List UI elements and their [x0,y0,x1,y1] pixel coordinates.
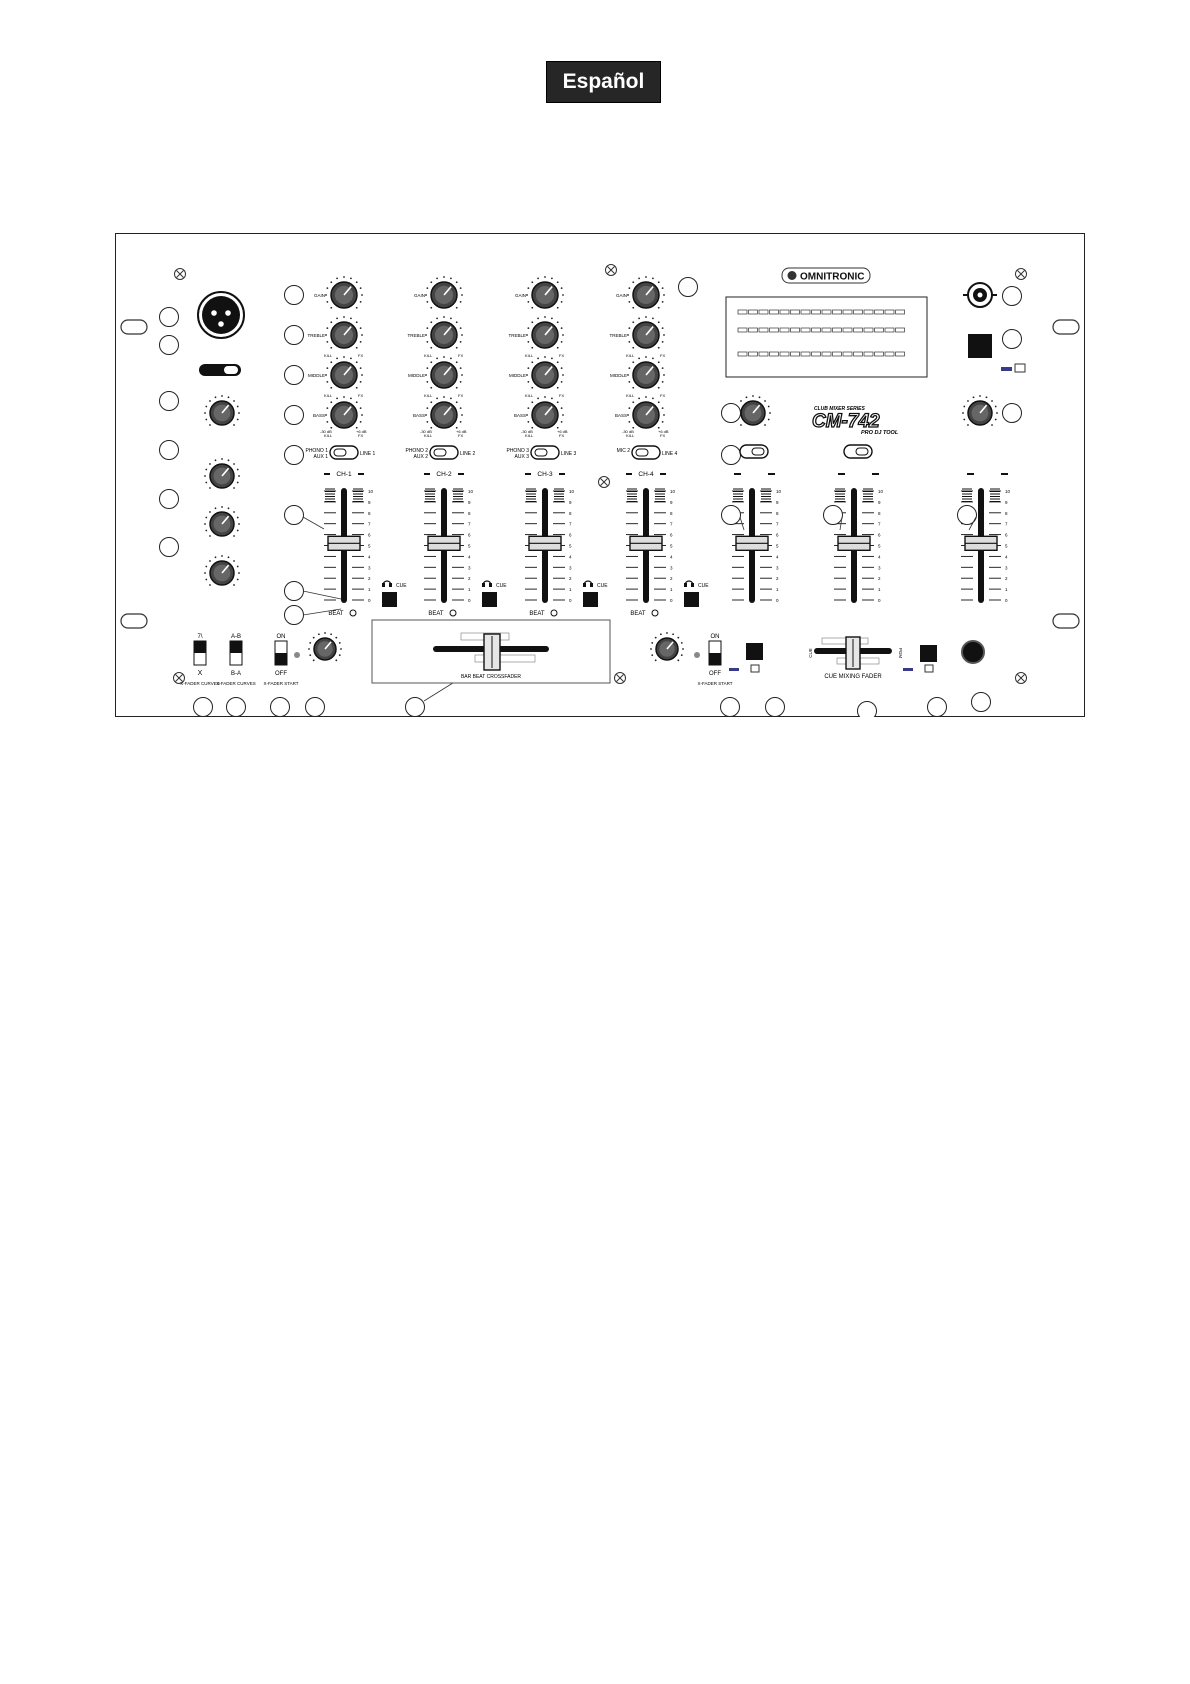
beat-label: BEAT [630,611,646,617]
master-selector-1[interactable] [740,445,768,458]
cue-mixing-fader-knob[interactable] [846,637,860,669]
vu-segment [833,328,842,332]
beat-led [551,610,557,616]
beat-label: BEAT [529,611,545,617]
fader-scale-label: 9 [878,499,881,505]
range-high-label: +6 dB [456,429,467,434]
eq-label: GAIN [313,293,325,298]
start-caption-left: X-FADER START [263,681,299,686]
input-left2-label: AUX 2 [413,454,428,460]
screw [606,265,617,276]
mixer-panel [115,233,1085,717]
input-right-label: LINE 1 [360,451,376,457]
series-label: CLUB MIXER SERIES [814,406,865,412]
eq-label: MIDDLE [407,373,425,378]
input-selector-ch2[interactable] [430,446,458,459]
fader-scale-label: 3 [1005,565,1008,571]
fader-scale-label: 4 [878,554,881,560]
fader-scale-label: 7 [468,521,471,527]
vu-segment [864,352,873,356]
screw [615,673,626,684]
vu-segment [843,310,852,314]
range-high-label: +6 dB [658,429,669,434]
kill-label: KILL [324,393,333,398]
fx-label: FX [458,433,464,438]
screw [599,477,610,488]
kill-label: KILL [626,353,635,358]
fader-scale-label: 8 [670,510,673,516]
fader-scale-label: 8 [1005,510,1008,516]
screw [1016,269,1027,280]
fader-scale-label: 10 [776,489,782,494]
input-selector-ch3[interactable] [531,446,559,459]
cue-label: CUE [698,583,709,589]
fader-scale-label: 4 [776,554,779,560]
vu-segment [854,310,863,314]
mic-jack-input[interactable] [199,364,241,376]
vu-segment [864,310,873,314]
fader-scale-label: 3 [878,565,881,571]
eq-label: BASS [412,413,425,418]
crossfader-caption: BAR BEAT CROSSFADER [460,674,522,680]
fader-scale-label: 4 [1005,554,1008,560]
vu-segment [791,310,800,314]
input-right-label: LINE 4 [662,451,678,457]
fader-scale-label: 3 [368,565,371,571]
sampler-button-right[interactable] [920,645,937,662]
fader-scale-label: 10 [468,489,474,494]
range-low-label: -30 dB [320,429,332,434]
start-off-label-left: OFF [275,671,287,677]
fader-scale-label: 4 [569,554,572,560]
channel-name: CH-3 [537,471,553,478]
vu-segment [885,352,894,356]
start-led-left [294,652,300,658]
fader-scale-label: 8 [569,510,572,516]
fader-scale-label: 6 [776,532,779,538]
vu-segment [833,352,842,356]
range-high-label: +6 dB [557,429,568,434]
vu-segment [843,352,852,356]
fader-scale-label: 5 [468,543,471,549]
fader-scale-label: 1 [368,587,371,593]
fader-scale-label: 2 [1005,576,1008,582]
fader-scale-label: 3 [776,565,779,571]
beat-led [450,610,456,616]
kill-label: KILL [424,393,433,398]
fader-scale-label: 1 [468,587,471,593]
vu-segment [812,310,821,314]
cue-button-ch2[interactable] [482,592,497,607]
fader-scale-label: 5 [878,543,881,549]
vu-segment [801,352,810,356]
fader-scale-label: 2 [878,576,881,582]
fader-scale-label: 6 [878,532,881,538]
input-left-label: MIC 2 [616,448,630,454]
start-caption-right: X-FADER START [697,681,733,686]
fx-label: FX [358,433,364,438]
vu-segment [843,328,852,332]
fader-scale-label: 6 [670,532,673,538]
fader-scale-label: 6 [1005,532,1008,538]
vu-segment [885,328,894,332]
range-low-label: -30 dB [622,429,634,434]
kill-label: KILL [626,393,635,398]
fader-scale-label: 2 [368,576,371,582]
fader-scale-label: 1 [776,587,779,593]
crossfader-knob[interactable] [484,634,500,670]
language-badge: Español [546,61,661,103]
master-selector-2[interactable] [844,445,872,458]
reverse-caption: X-FADER CURVES [216,681,256,686]
fader-scale-label: 1 [670,587,673,593]
eq-label: TREBLE [407,333,425,338]
fx-label: FX [660,393,666,398]
eq-label: GAIN [413,293,425,298]
cue-button-ch3[interactable] [583,592,598,607]
range-high-label: +6 dB [356,429,367,434]
fader-scale-label: 7 [776,521,779,527]
vu-segment [738,352,747,356]
fader-scale-label: 10 [1005,489,1011,494]
fader-scale-label: 1 [1005,587,1008,593]
kill-label: KILL [324,353,333,358]
channel-name: CH-1 [336,471,352,478]
fader-scale-label: 0 [670,598,673,603]
fader-scale-label: 1 [878,587,881,593]
input-selector-ch4[interactable] [632,446,660,459]
vu-segment [770,352,779,356]
vu-segment [791,352,800,356]
vu-segment [854,352,863,356]
fader-scale-label: 7 [878,521,881,527]
vu-segment [875,352,884,356]
beat-label: BEAT [428,611,444,617]
range-low-label: -30 dB [420,429,432,434]
cue-fader-right-label: PGM [898,647,903,659]
vu-segment [780,352,789,356]
start-led-right [694,652,700,658]
fader-scale-label: 5 [368,543,371,549]
fader-scale-label: 9 [569,499,572,505]
eq-label: GAIN [514,293,526,298]
kill-label: KILL [626,433,635,438]
fader-scale-label: 7 [569,521,572,527]
cue-label: CUE [496,583,507,589]
dash [838,473,845,475]
kill-label: KILL [525,353,534,358]
dash [1001,473,1008,475]
eq-label: TREBLE [609,333,627,338]
vu-segment [738,328,747,332]
fader-scale-label: 5 [569,543,572,549]
vu-segment [749,352,758,356]
curve-top-label: 7\ [197,634,203,640]
fader-scale-label: 10 [878,489,884,494]
fader-scale-label: 5 [776,543,779,549]
beat-led [652,610,658,616]
vu-segment [801,310,810,314]
input-selector-ch1[interactable] [330,446,358,459]
screw [1016,673,1027,684]
fader-scale-label: 2 [468,576,471,582]
cue-fader-left-label: CUE [808,648,813,658]
fader-scale-label: 9 [670,499,673,505]
dash [872,473,879,475]
vu-segment [770,328,779,332]
eq-label: GAIN [615,293,627,298]
vu-segment [749,310,758,314]
vu-segment [822,352,831,356]
vu-segment [812,328,821,332]
kill-label: KILL [424,433,433,438]
tagline-label: PRO DJ TOOL [861,430,899,436]
input-right-label: LINE 2 [460,451,476,457]
eq-label: BASS [513,413,526,418]
fader-scale-label: 4 [468,554,471,560]
kill-label: KILL [525,433,534,438]
vu-segment [833,310,842,314]
eq-label: MIDDLE [609,373,627,378]
vu-segment [759,310,768,314]
cue-label: CUE [597,583,608,589]
fx-label: FX [358,353,364,358]
vu-segment [822,310,831,314]
fader-scale-label: 5 [670,543,673,549]
fader-scale-label: 10 [670,489,676,494]
vu-segment [770,310,779,314]
fader-scale-label: 6 [569,532,572,538]
fader-scale-label: 0 [776,598,779,603]
fader-scale-label: 9 [368,499,371,505]
fader-scale-label: 10 [368,489,374,494]
cue-label: CUE [396,583,407,589]
eq-label: BASS [312,413,325,418]
eq-label: MIDDLE [508,373,526,378]
power-switch[interactable] [968,334,992,358]
fader-scale-label: 2 [569,576,572,582]
vu-meter-display [726,297,927,377]
fader-scale-label: 7 [1005,521,1008,527]
vu-segment [749,328,758,332]
fader-scale-label: 8 [368,510,371,516]
input-left2-label: AUX 1 [313,454,328,460]
eq-label: BASS [614,413,627,418]
fader-scale-label: 8 [776,510,779,516]
vu-segment [854,328,863,332]
vu-segment [885,310,894,314]
fader-scale-label: 9 [776,499,779,505]
start-on-label-left: ON [276,634,286,640]
eq-label: TREBLE [508,333,526,338]
fader-scale-label: 1 [569,587,572,593]
channel-name: CH-2 [436,471,452,478]
fader-scale-label: 0 [569,598,572,603]
fx-label: FX [559,433,565,438]
channel-name: CH-4 [638,471,654,478]
vu-segment [822,328,831,332]
fader-scale-label: 3 [468,565,471,571]
fader-scale-label: 8 [468,510,471,516]
fader-scale-label: 3 [670,565,673,571]
vu-segment [780,310,789,314]
vu-segment [875,328,884,332]
range-low-label: -30 dB [521,429,533,434]
dash [734,473,741,475]
fader-scale-label: 7 [368,521,371,527]
beat-led [350,610,356,616]
fader-scale-label: 0 [468,598,471,603]
fader-scale-label: 0 [368,598,371,603]
cue-fader-caption: CUE MIXING FADER [824,674,882,680]
cue-button-ch1[interactable] [382,592,397,607]
vu-segment [896,328,905,332]
model-label: CM-742 [812,411,880,432]
vu-segment [759,352,768,356]
crossfader-section [372,620,610,683]
vu-segment [896,352,905,356]
input-left2-label: AUX 3 [514,454,529,460]
vu-segment [864,328,873,332]
fx-label: FX [660,433,666,438]
eq-label: MIDDLE [307,373,325,378]
input-left-label: PHONO 1 [305,448,328,454]
reverse-top-label: A-B [230,634,242,640]
fader-scale-label: 8 [878,510,881,516]
eq-label: TREBLE [307,333,325,338]
curve-caption: X-FADER CURVES [180,681,220,686]
fader-scale-label: 6 [468,532,471,538]
brand-logo [782,268,870,283]
fx-label: FX [559,393,565,398]
reverse-bottom-label: B-A [230,671,242,677]
fader-scale-label: 3 [569,565,572,571]
fader-scale-label: 2 [670,576,673,582]
beat-label: BEAT [328,611,344,617]
vu-segment [812,352,821,356]
kill-label: KILL [424,353,433,358]
brand-name: OMNITRONIC [800,271,865,283]
headphone-jack[interactable] [962,641,984,663]
vu-segment [801,328,810,332]
fx-label: FX [458,393,464,398]
fader-scale-label: 2 [776,576,779,582]
start-on-label-right: ON [710,634,720,640]
curve-bottom-label: X [197,670,203,677]
dash [768,473,775,475]
fader-scale-label: 0 [878,598,881,603]
fader-scale-label: 6 [368,532,371,538]
fader-scale-label: 9 [468,499,471,505]
fader-scale-label: 4 [670,554,673,560]
vu-segment [759,328,768,332]
fader-scale-label: 0 [1005,598,1008,603]
input-left-label: PHONO 3 [506,448,529,454]
fader-scale-label: 9 [1005,499,1008,505]
mic-xlr-input[interactable] [198,292,244,338]
start-off-label-right: OFF [709,671,721,677]
fx-label: FX [458,353,464,358]
vu-segment [738,310,747,314]
sampler-button-left[interactable] [746,643,763,660]
kill-label: KILL [525,393,534,398]
vu-segment [875,310,884,314]
screw [175,269,186,280]
fader-scale-label: 10 [569,489,575,494]
vu-segment [780,328,789,332]
input-right-label: LINE 3 [561,451,577,457]
fader-scale-label: 5 [1005,543,1008,549]
vu-segment [791,328,800,332]
fader-scale-label: 7 [670,521,673,527]
input-left-label: PHONO 2 [405,448,428,454]
kill-label: KILL [324,433,333,438]
fx-label: FX [660,353,666,358]
vu-segment [896,310,905,314]
fx-label: FX [358,393,364,398]
dash [967,473,974,475]
cue-button-ch4[interactable] [684,592,699,607]
fader-scale-label: 4 [368,554,371,560]
fx-label: FX [559,353,565,358]
